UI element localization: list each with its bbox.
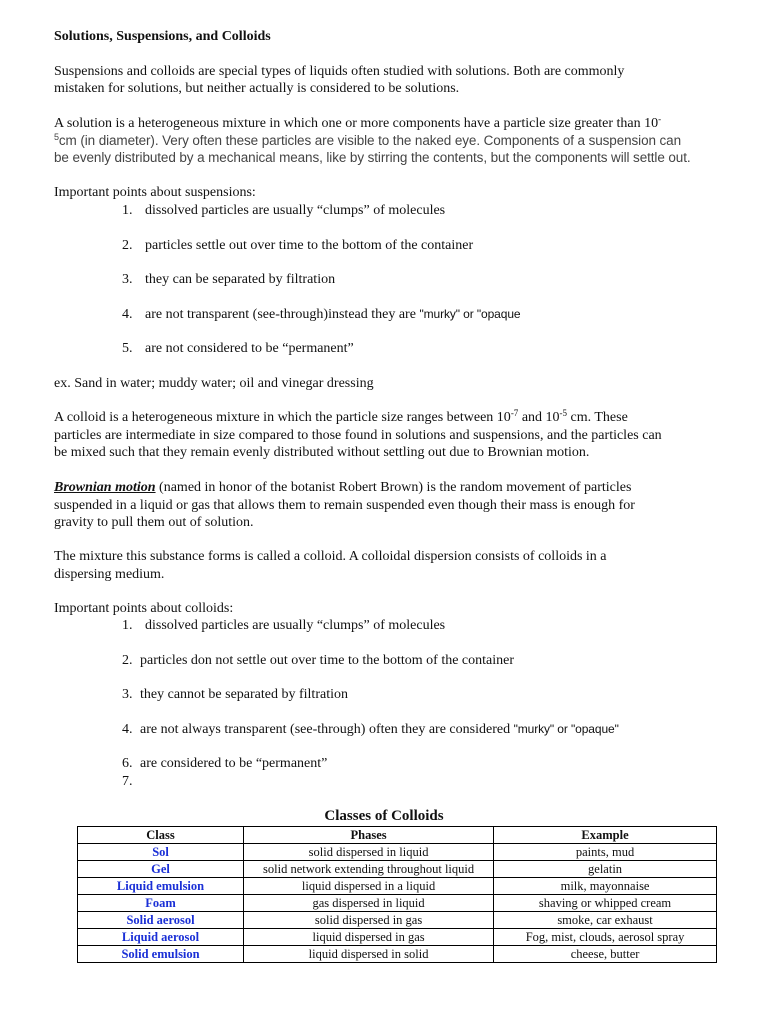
cell-example: milk, mayonnaise xyxy=(494,878,717,895)
page-title: Solutions, Suspensions, and Colloids xyxy=(54,29,271,44)
table-row xyxy=(78,861,717,878)
list-item-text: particles settle out over time to the bottom of the container xyxy=(145,238,474,253)
list-item-text: they cannot be separated by filtration xyxy=(140,687,348,702)
solution-line-3: be evenly distributed by a mechanical means, like by stirring the contents, but the components will settle out. xyxy=(54,150,691,165)
colloid-sup-2: -5 xyxy=(559,408,568,418)
header-phases: Phases xyxy=(244,827,494,844)
cell-example: Fog, mist, clouds, aerosol spray xyxy=(494,929,717,946)
list-item-text-b: "murky" or "opaque xyxy=(419,307,521,321)
cell-phases: solid network extending throughout liquid xyxy=(244,861,494,878)
colloid-sup-1: -7 xyxy=(510,408,519,418)
list-item xyxy=(122,617,133,634)
list-item xyxy=(122,271,133,288)
intro-line-1: Suspensions and colloids are special types of liquids often studied with solutions. Both are commonly xyxy=(54,64,625,79)
suspension-heading: Important points about suspensions: xyxy=(54,185,256,200)
table-row xyxy=(78,878,717,895)
list-item-text xyxy=(145,306,520,323)
table-row xyxy=(78,912,717,929)
mixture-line-2: dispersing medium. xyxy=(54,567,165,582)
mixture-line-1: The mixture this substance forms is called a colloid. A colloidal dispersion consists of colloids in a xyxy=(54,549,607,564)
cell-class: Solid aerosol xyxy=(78,912,244,929)
cell-phases: liquid dispersed in a liquid xyxy=(244,878,494,895)
colloid-line-2: particles are intermediate in size compared to those found in solutions and suspensions, and the particles can xyxy=(54,428,662,443)
list-number: 4. xyxy=(122,307,133,322)
cell-phases: solid dispersed in gas xyxy=(244,912,494,929)
header-example: Example xyxy=(494,827,717,844)
colloid-text-b: and 10 xyxy=(518,410,560,425)
cell-phases: gas dispersed in liquid xyxy=(244,895,494,912)
list-item xyxy=(122,340,133,357)
cell-phases: liquid dispersed in solid xyxy=(244,946,494,963)
solution-text-2: cm (in diameter). Very often these particles are visible to the naked eye. Components of a suspension can xyxy=(58,133,681,148)
table-row xyxy=(78,895,717,912)
table-header-row xyxy=(78,827,717,844)
solution-text-1: A solution is a heterogeneous mixture in which one or more components have a particle size greater than 10 xyxy=(54,116,659,131)
list-item-text: are considered to be “permanent” xyxy=(140,756,328,771)
cell-example: paints, mud xyxy=(494,844,717,861)
colloid-heading: Important points about colloids: xyxy=(54,601,234,616)
header-class: Class xyxy=(78,827,244,844)
colloid-line-1 xyxy=(54,409,628,426)
brownian-line-2: suspended in a liquid or gas that allows them to remain suspended even though their mass is enough for xyxy=(54,498,635,513)
list-number: 3. xyxy=(122,687,133,702)
table-row xyxy=(78,844,717,861)
list-item xyxy=(122,721,133,738)
cell-class: Solid emulsion xyxy=(78,946,244,963)
list-item-text: particles don not settle out over time to the bottom of the container xyxy=(140,653,515,668)
list-item xyxy=(122,652,133,669)
list-number: 6. xyxy=(122,756,133,771)
list-item-text-a: are not transparent (see-through)instead they are xyxy=(145,307,420,322)
cell-example: shaving or whipped cream xyxy=(494,895,717,912)
list-number: 2. xyxy=(122,653,133,668)
cell-class: Gel xyxy=(78,861,244,878)
intro-line-2: mistaken for solutions, but neither actually is considered to be solutions. xyxy=(54,81,460,96)
list-item xyxy=(122,237,133,254)
list-item-text: dissolved particles are usually “clumps” of molecules xyxy=(145,203,446,218)
brownian-line-1 xyxy=(54,479,631,496)
list-item-text-b: "murky" or "opaque" xyxy=(513,722,619,736)
table-row xyxy=(78,929,717,946)
colloid-text-a: A colloid is a heterogeneous mixture in which the particle size ranges between 10 xyxy=(54,410,511,425)
list-number: 1. xyxy=(122,618,133,633)
list-item-text: dissolved particles are usually “clumps” of molecules xyxy=(145,618,446,633)
list-number: 5. xyxy=(122,341,133,356)
cell-example: cheese, butter xyxy=(494,946,717,963)
list-item xyxy=(122,755,133,772)
list-item-text xyxy=(140,721,619,738)
solution-line-2 xyxy=(54,132,681,149)
example-line: ex. Sand in water; muddy water; oil and vinegar dressing xyxy=(54,376,374,391)
list-number: 7. xyxy=(122,774,133,789)
cell-phases: solid dispersed in liquid xyxy=(244,844,494,861)
solution-line-1 xyxy=(54,115,661,132)
colloid-classes-table xyxy=(77,826,717,963)
list-item xyxy=(122,306,133,323)
list-number: 4. xyxy=(122,722,133,737)
list-item xyxy=(122,773,133,790)
cell-class: Foam xyxy=(78,895,244,912)
list-number: 1. xyxy=(122,203,133,218)
solution-sup-1: - xyxy=(658,114,662,124)
cell-class: Liquid emulsion xyxy=(78,878,244,895)
table-row xyxy=(78,946,717,963)
list-number: 3. xyxy=(122,272,133,287)
table-title: Classes of Colloids xyxy=(324,808,444,824)
cell-example: gelatin xyxy=(494,861,717,878)
cell-class: Liquid aerosol xyxy=(78,929,244,946)
cell-example: smoke, car exhaust xyxy=(494,912,717,929)
list-item-text: are not considered to be “permanent” xyxy=(145,341,354,356)
colloid-text-c: cm. These xyxy=(567,410,628,425)
brownian-line-3: gravity to pull them out of solution. xyxy=(54,515,254,530)
list-item-text-a: are not always transparent (see-through) often they are considered xyxy=(140,722,514,737)
list-item xyxy=(122,686,133,703)
solution-sup-2: 5 xyxy=(54,132,59,142)
list-item xyxy=(122,202,133,219)
colloid-line-3: be mixed such that they remain evenly distributed without settling out due to Brownian motion. xyxy=(54,445,590,460)
cell-class: Sol xyxy=(78,844,244,861)
cell-phases: liquid dispersed in gas xyxy=(244,929,494,946)
brownian-text-1: (named in honor of the botanist Robert Brown) is the random movement of particles xyxy=(155,480,632,495)
list-number: 2. xyxy=(122,238,133,253)
brownian-term: Brownian motion xyxy=(54,480,156,495)
list-item-text: they can be separated by filtration xyxy=(145,272,336,287)
